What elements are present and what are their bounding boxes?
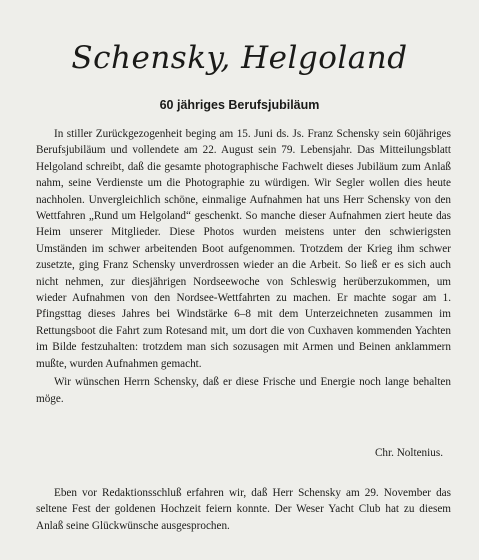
note-paragraph: Eben vor Redaktionsschluß erfahren wir, daß Herr Schensky am 29. November das seltene Fest der goldenen Hochzeit feiern konnte. Der Weser Yacht Club hat zu diesem Anlaß seine Glückwünsche ausgesprochen. <box>36 487 451 532</box>
article-paragraph: Wir wünschen Herrn Schensky, daß er diese Frische und Energie noch lange behalten möge. <box>36 376 451 405</box>
editorial-note <box>36 485 451 534</box>
page-title: Schensky, Helgoland <box>71 40 408 76</box>
article-body <box>36 126 451 407</box>
article-paragraph: In stiller Zurückgezogenheit beging am 15. Juni ds. Js. Franz Schensky sein 60jähriges Berufsjubiläum und vollendete am 22. August sein 79. Lebensjahr. Das Mitteilungsblatt Helgoland schreibt, daß die gesamte photographische Fachwelt dieses Jubiläum zum Anlaß nahm, seine Verdienste um die Photographie zu würdigen. Wir Segler wollen dies heute nachholen. Unvergleichlich schöne, einmalige Aufnahmen hat uns Herr Schensky von den Wettfahren „Rund um Helgoland“ geschenkt. So manche dieser Aufnahmen ziert heute das Heim unserer Mitglieder. Diese Photos wurden meistens unter den schwierigsten Umständen im schwer arbeitenden Boot aufgenommen. Trotzdem der Krieg ihm schwer zusetzte, ging Franz Schensky unverdrossen wieder an die Arbeit. So ließ er es sich auch nicht nehmen, zur diesjährigen Nordseewoche von Schleswig herüberzukommen, um wieder Aufnahmen von den Nordsee-Wettfahrten zu machen. Er machte sogar am 1. Pfingsttag dieses Jahres bei Windstärke 6–8 mit dem Unterzeichneten zusammen im Rettungsboot die Fahrt zum Rotesand mit, um dort die von Cuxhaven kommenden Yachten im Bilde festzuhalten: trotzdem man sich sozusagen mit Armen und Beinen anklammern mußte, wurden Aufnahmen gemacht. <box>36 128 451 370</box>
signature: Chr. Noltenius. <box>374 447 443 459</box>
page-subtitle: 60 jähriges Berufsjubiläum <box>159 98 320 112</box>
